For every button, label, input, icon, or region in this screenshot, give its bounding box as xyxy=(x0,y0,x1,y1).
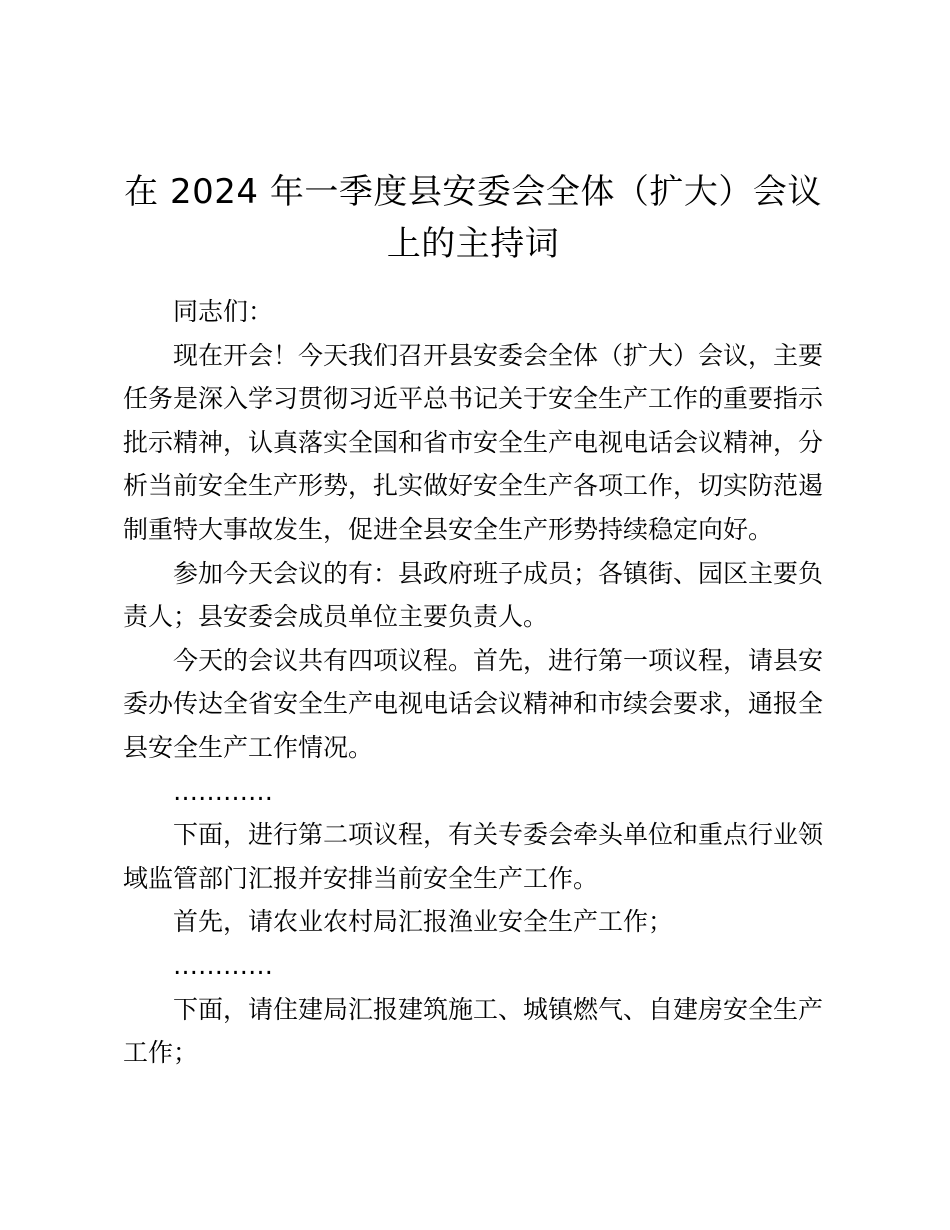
document-title xyxy=(123,166,823,270)
title-line-2: 上的主持词 xyxy=(386,224,560,264)
paragraph-housing: 下面，请住建局汇报建筑施工、城镇燃气、自建房安全生产工作； xyxy=(123,994,824,1068)
document-page xyxy=(123,166,823,1075)
paragraph-opening: 现在开会！今天我们召开县安委会全体（扩大）会议，主要任务是深入学习贯彻习近平总书记关于安全生产工作的重要指示批示精神，认真落实全国和省市安全生产电视电话会议精神，分析当前安全生产形势，扎实做好安全生产各项工作，切实防范遏制重特大事故发生，促进全县安全生产形势持续稳定向好。 xyxy=(123,340,824,544)
paragraph-agenda-1: 今天的会议共有四项议程。首先，进行第一项议程，请县安委办传达全省安全生产电视电话会议精神和市续会要求，通报全县安全生产工作情况。 xyxy=(123,645,824,762)
paragraph-ellipsis-2: ………… xyxy=(173,950,273,980)
paragraph-attendees: 参加今天会议的有：县政府班子成员；各镇街、园区主要负责人；县安委会成员单位主要负责人。 xyxy=(123,558,824,632)
paragraph-agenda-2: 下面，进行第二项议程，有关专委会牵头单位和重点行业领域监管部门汇报并安排当前安全生产工作。 xyxy=(123,820,824,893)
paragraph-agriculture: 首先，请农业农村局汇报渔业安全生产工作； xyxy=(173,907,674,937)
document-body xyxy=(123,290,823,1075)
title-line-1: 在 2024 年一季度县安委会全体（扩大）会议 xyxy=(124,172,822,212)
paragraph-salutation: 同志们： xyxy=(173,297,274,326)
paragraph-ellipsis-1: ………… xyxy=(173,776,273,806)
